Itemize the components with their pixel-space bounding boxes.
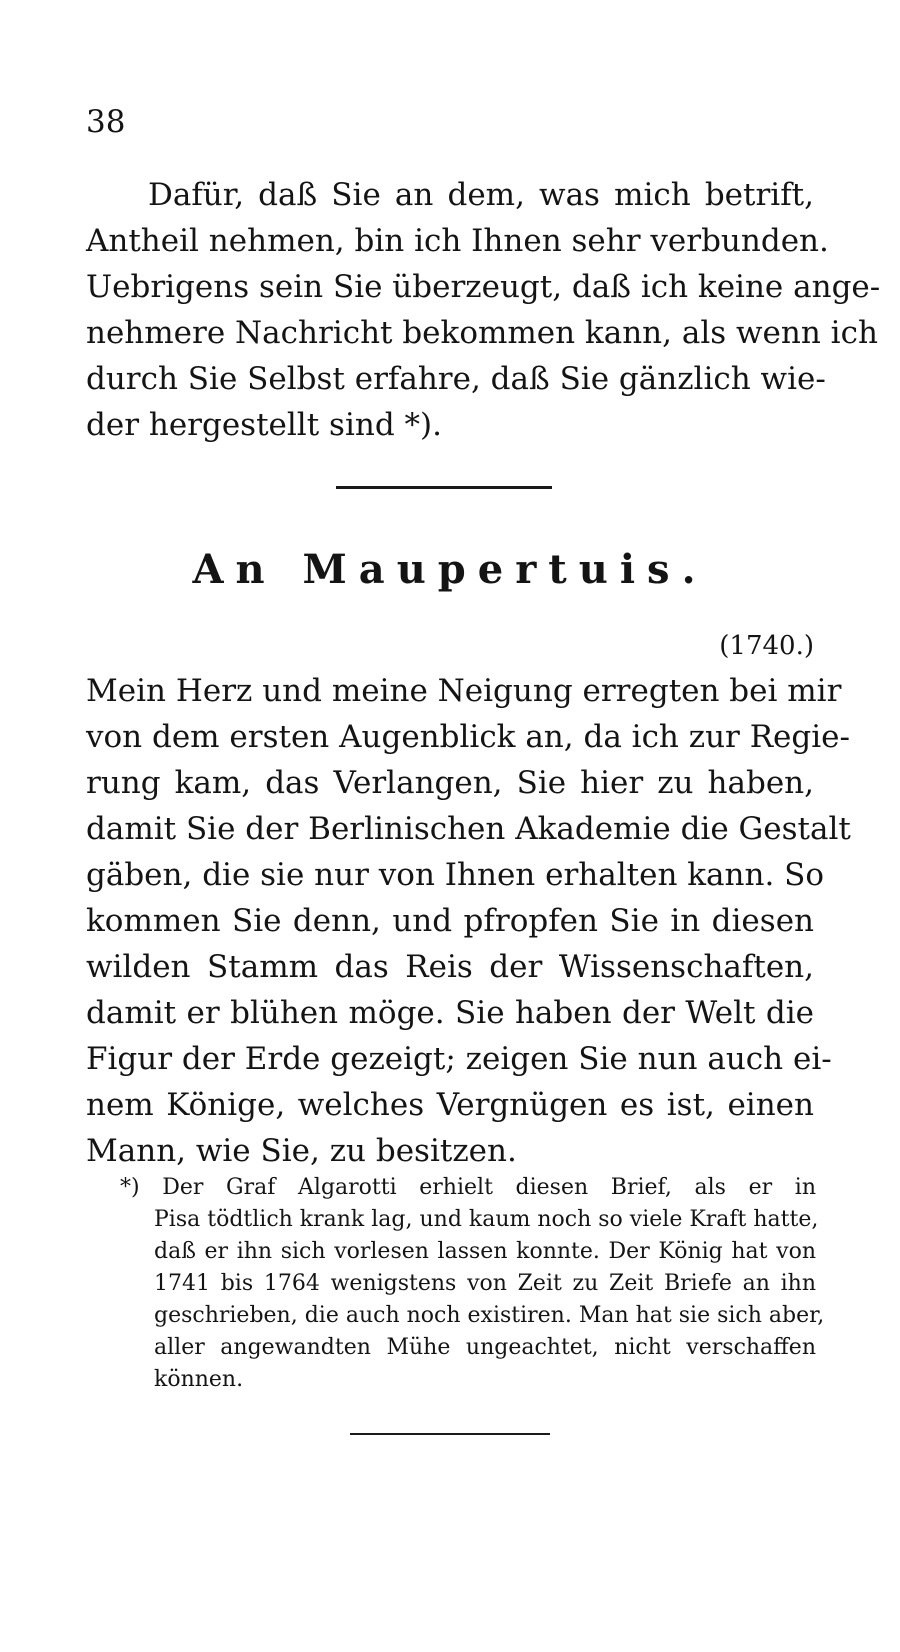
footnote-line: daß er ihn sich vorlesen lassen konnte. Der König hat von xyxy=(154,1239,816,1264)
text-line: Uebrigens sein Sie überzeugt, daß ich keine ange- xyxy=(86,269,881,305)
text-line: wilden Stamm das Reis der Wissenschaften, xyxy=(86,949,814,985)
footnote-line: geschrieben, die auch noch existiren. Man hat sie sich aber, xyxy=(154,1303,825,1328)
footnote xyxy=(120,1172,825,1396)
text-line: rung kam, das Verlangen, Sie hier zu haben, xyxy=(86,765,814,801)
footnote-line: 1741 bis 1764 wenigstens von Zeit zu Zeit Briefe an ihn xyxy=(154,1271,816,1296)
text-line: gäben, die sie nur von Ihnen erhalten kann. So xyxy=(86,857,825,893)
text-line: durch Sie Selbst erfahre, daß Sie gänzlich wie- xyxy=(86,361,826,397)
footnote-line: können. xyxy=(154,1367,244,1392)
text-line: von dem ersten Augenblick an, da ich zur Regie- xyxy=(86,719,850,755)
letter-continuation xyxy=(86,172,881,448)
text-line: kommen Sie denn, und pfropfen Sie in diesen xyxy=(86,903,814,939)
text-line: Mein Herz und meine Neigung erregten bei mir xyxy=(86,673,842,709)
text-line: nehmere Nachricht bekommen kann, als wenn ich xyxy=(86,315,878,351)
letter-date: (1740.) xyxy=(719,631,814,661)
page-number: 38 xyxy=(86,104,126,140)
footnote-line: *) Der Graf Algarotti erhielt diesen Brief, als er in xyxy=(120,1175,816,1200)
text-line: damit er blühen möge. Sie haben der Welt die xyxy=(86,995,814,1031)
text-line: damit Sie der Berlinischen Akademie die Gestalt xyxy=(86,811,851,847)
text-line: Figur der Erde gezeigt; zeigen Sie nun auch ei- xyxy=(86,1041,832,1077)
footnote-line: Pisa tödtlich krank lag, und kaum noch so viele Kraft hatte, xyxy=(154,1207,819,1232)
end-divider xyxy=(350,1433,550,1435)
text-line: Antheil nehmen, bin ich Ihnen sehr verbunden. xyxy=(86,223,829,259)
section-divider xyxy=(336,486,552,489)
text-line: Mann, wie Sie, zu besitzen. xyxy=(86,1133,517,1169)
footnote-line: aller angewandten Mühe ungeachtet, nicht verschaffen xyxy=(154,1335,816,1360)
letter-heading: An Maupertuis. xyxy=(192,546,708,593)
text-line: nem Könige, welches Vergnügen es ist, einen xyxy=(86,1087,814,1123)
text-line: der hergestellt sind *). xyxy=(86,407,442,443)
text-line: Dafür, daß Sie an dem, was mich betrift, xyxy=(148,177,814,213)
letter-body xyxy=(86,668,851,1174)
